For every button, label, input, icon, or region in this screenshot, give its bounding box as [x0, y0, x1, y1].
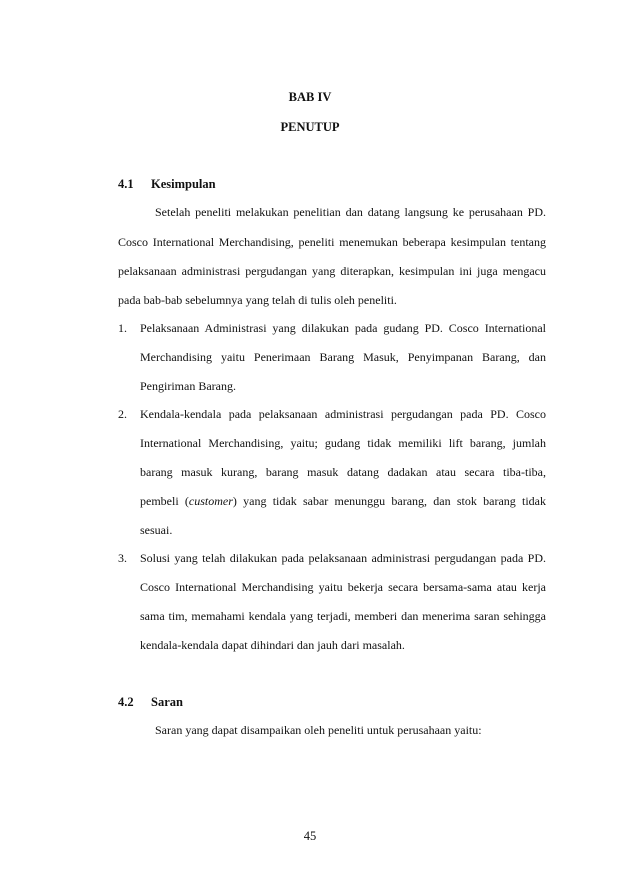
chapter-title: BAB IV — [288, 90, 332, 104]
list-item-line: Solusi yang telah dilakukan pada pelaksanaan administrasi pergudangan pada PD. — [140, 551, 546, 565]
list-item-line: sesuai. — [140, 523, 173, 537]
list-item-line: barang masuk kurang, barang masuk datang dadakan atau secara tiba-tiba, — [140, 465, 546, 479]
list-marker: 1. — [118, 321, 127, 335]
paragraph-line: pada bab-bab sebelumnya yang telah di tulis oleh peneliti. — [118, 293, 397, 307]
text-run: pembeli ( — [140, 494, 189, 508]
italic-term: customer — [188, 494, 233, 508]
list-item-line: sama tim, memahami kendala yang terjadi, memberi dan menerima saran sehingga — [140, 609, 546, 623]
list-item-line: International Merchandising, yaitu; gudang tidak memiliki lift barang, jumlah — [140, 436, 546, 450]
paragraph-line: Cosco International Merchandising, peneliti menemukan beberapa kesimpulan tentang — [118, 235, 546, 249]
section-title: Kesimpulan — [151, 177, 216, 191]
list-item-line: Pengiriman Barang. — [140, 379, 236, 393]
section-title: Saran — [151, 695, 183, 709]
section-number: 4.1 — [118, 177, 134, 191]
list-item-line: Kendala-kendala pada pelaksanaan administrasi pergudangan pada PD. Cosco — [140, 407, 546, 421]
list-item-line: Pelaksanaan Administrasi yang dilakukan pada gudang PD. Cosco International — [140, 321, 546, 335]
list-marker: 3. — [118, 551, 127, 565]
text-run: ) yang tidak sabar menunggu barang, dan stok barang tidak — [232, 494, 547, 508]
list-item-line — [140, 494, 546, 509]
page-number: 45 — [303, 829, 317, 843]
list-item-line: Merchandising yaitu Penerimaan Barang Masuk, Penyimpanan Barang, dan — [140, 350, 546, 364]
paragraph-line: Saran yang dapat disampaikan oleh peneliti untuk perusahaan yaitu: — [155, 723, 482, 737]
section-number: 4.2 — [118, 695, 134, 709]
chapter-subtitle: PENUTUP — [280, 120, 340, 134]
list-item-line: kendala-kendala dapat dihindari dan jauh dari masalah. — [140, 638, 405, 652]
paragraph-line: pelaksanaan administrasi pergudangan yang diterapkan, kesimpulan ini juga mengacu — [118, 264, 546, 278]
list-item-line: Cosco International Merchandising yaitu bekerja secara bersama-sama atau kerja — [140, 580, 546, 594]
paragraph-line: Setelah peneliti melakukan penelitian dan datang langsung ke perusahaan PD. — [155, 205, 546, 219]
list-marker: 2. — [118, 407, 127, 421]
